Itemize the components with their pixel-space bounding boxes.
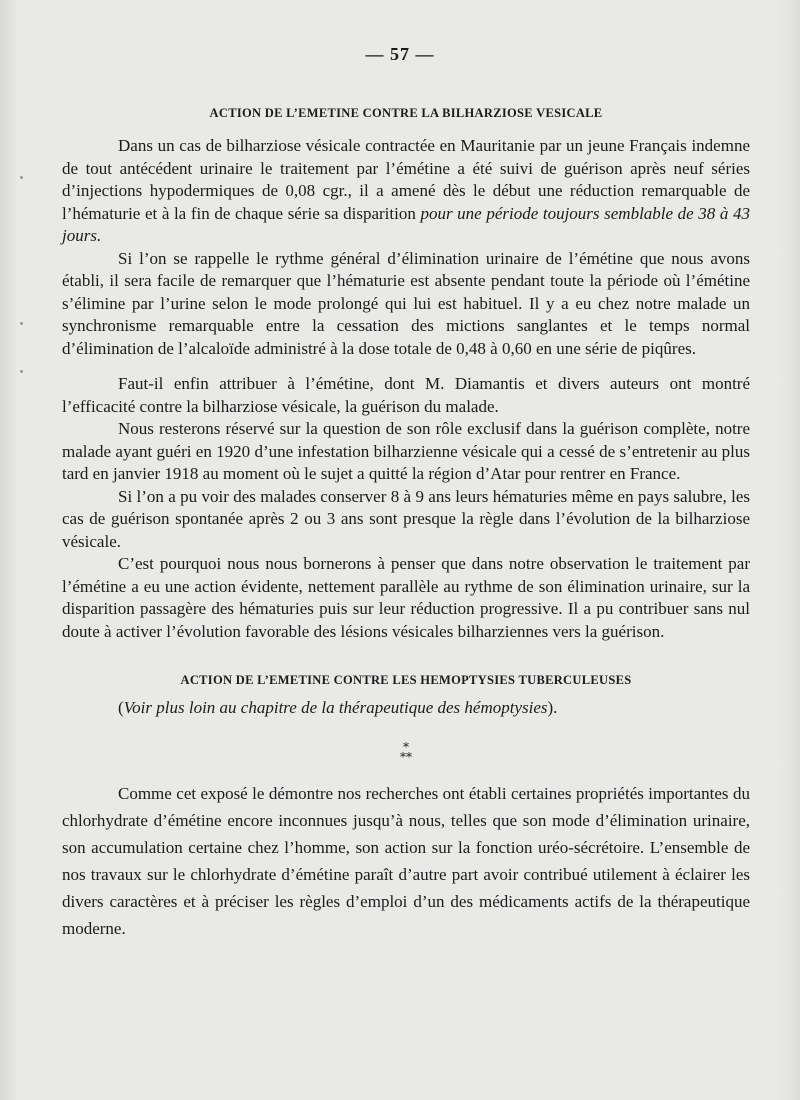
cross-reference-note — [62, 696, 750, 720]
section-heading-hemoptysies: ACTION DE L’EMETINE CONTRE LES HEMOPTYSIES TUBERCULEUSES — [180, 673, 632, 687]
paragraph-1-italic: pour une période toujours semblable de 38 à 43 jours. — [62, 203, 751, 245]
note-open: ( — [118, 698, 124, 717]
note-italic: Voir plus loin au chapitre de la thérapeutique des hémoptysies — [123, 698, 548, 717]
scan-speck — [20, 370, 23, 373]
scan-speck — [20, 322, 23, 325]
paragraph-1-text: Dans un cas de bilharziose vésicale contractée en Mauritanie par un jeune Français indemne de tout antécédent urinaire le traitement par l’émétine a été suivi de guérison après neuf séries d’injections hypodermiques de 0,08 cgr., il a amené dès le début une réduction remarquable de l’hématurie et à la fin de chaque série sa disparition — [62, 136, 750, 223]
paragraph-6: C’est pourquoi nous nous bornerons à penser que dans notre observation le traitement par l’émétine a eu une action évidente, nettement parallèle au rythme de son élimination urinaire, sur la disparition passagère des hématuries puis sur leur réduction progressive. Il a pu contribuer sans nul doute à activer l’évolution favorable des lésions vésicales bilharziennes vers la guérison. — [62, 554, 750, 641]
paragraph-1 — [62, 135, 750, 248]
asterism-top: * — [403, 740, 409, 754]
paragraph-2: Si l’on se rappelle le rythme général d’élimination urinaire de l’émétine que nous avons établi, il sera facile de remarquer que l’hématurie est absente pendant toute la période où l’émétine s’élimine par l’urine selon le mode prolongé qui lui est habituel. Il y a eu chez notre malade un synchronisme remarquable entre la cessation des mictions sanglantes et le temps normal d’élimination de l’alcaloïde administré à la dose totale de 0,48 à 0,60 en une série de piqûres. — [62, 248, 750, 358]
scan-speck — [20, 176, 23, 179]
paragraph-4: Nous resterons réservé sur la question de son rôle exclusif dans la guérison complète, notre malade ayant guéri en 1920 d’une infestation bilharzienne vésicale qui a cessé de s’entretenir au plus tard en janvier 1918 au moment où le sujet a quitté la région d’Atar pour rentrer en France. — [62, 419, 750, 483]
note-close: ). — [547, 698, 558, 717]
section-heading-bilharziose: ACTION DE L’EMETINE CONTRE LA BILHARZIOSE VESICALE — [209, 106, 603, 120]
conclusion-paragraph: Comme cet exposé le démontre nos recherches ont établi certaines propriétés importantes du chlorhydrate d’émétine encore inconnues jusqu’à nous, telles que son mode d’élimination urinaire, son accumulation certaine chez l’homme, son action sur la fonction uréo-sécrétoire. L’ensemble de nos travaux sur le chlorhydrate d’émétine paraît d’autre part avoir contribué utilement à éclairer les divers caractères et à préciser les règles d’emploi d’un des médicaments actifs de la thérapeutique moderne. — [62, 784, 750, 938]
asterism-separator — [62, 742, 750, 762]
paragraph-3: Faut-il enfin attribuer à l’émétine, dont M. Diamantis et divers auteurs ont montré l’efficacité contre la bilharziose vésicale, la guérison du malade. — [62, 374, 750, 416]
page-number: — 57 — — [365, 44, 435, 64]
asterism-bottom: ** — [400, 750, 412, 764]
page-content — [62, 106, 750, 942]
paragraph-5: Si l’on a pu voir des malades conserver 8 à 9 ans leurs hématuries même en pays salubre, les cas de guérison spontanée après 2 ou 3 ans sont presque la règle dans l’évolution de la bilharziose vésicale. — [62, 486, 750, 551]
